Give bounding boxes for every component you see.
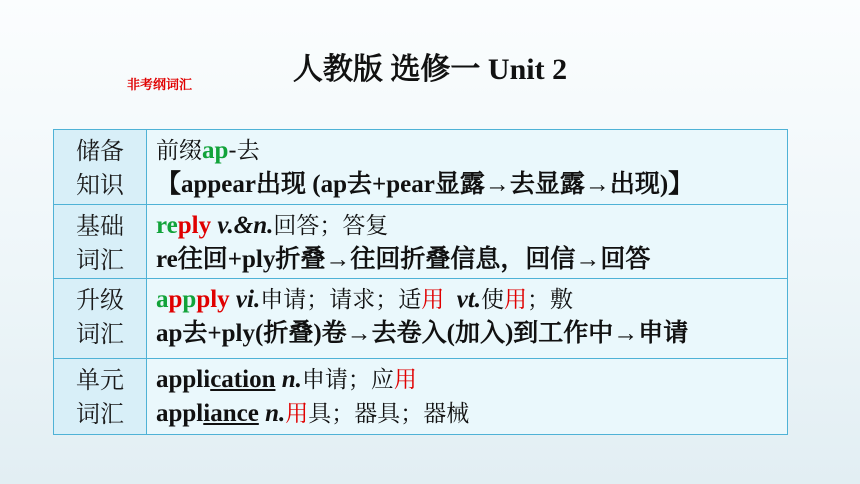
category-label: 储备 (76, 137, 124, 165)
content-cell (147, 130, 788, 205)
word-prefix: re (156, 212, 178, 239)
word-suffix: cation (210, 366, 276, 393)
word-root: ply (177, 212, 212, 239)
text: -去 (228, 138, 260, 164)
word-root: ply (196, 286, 230, 313)
part-of-speech: n. (281, 366, 302, 393)
meaning-highlight: 用 (504, 287, 528, 313)
content-line: 【appear出现 (ap去+pear显露→去显露→出现)】 (156, 171, 694, 198)
meaning: 申请；请求；适 (260, 287, 422, 313)
page-title: 人教版 选修一 Unit 2 (292, 53, 568, 86)
meaning: 使 (481, 287, 505, 313)
table-row (54, 130, 788, 205)
word: appli (156, 366, 211, 393)
part-of-speech: v.&n. (217, 212, 274, 239)
non-syllabus-tag: 非考纲词汇 (127, 78, 193, 93)
word-prefix-dup: p (168, 286, 183, 313)
content-line (156, 397, 787, 431)
meaning: 具；器具；器械 (308, 401, 470, 427)
prefix-highlight: ap (202, 137, 229, 164)
content-line (156, 283, 787, 317)
table-row (54, 279, 788, 359)
content-cell (147, 359, 788, 435)
part-of-speech: vi. (235, 286, 261, 313)
category-label: 词汇 (76, 246, 124, 274)
category-label: 基础 (76, 212, 124, 240)
content-line: ap去+ply(折叠)卷→去卷入(加入)到工作中→申请 (156, 320, 689, 347)
category-label: 词汇 (76, 400, 124, 428)
vocab-table (53, 129, 788, 435)
content-cell (147, 205, 788, 279)
meaning-highlight: 用 (421, 287, 445, 313)
category-label: 单元 (76, 366, 124, 394)
category-label: 升级 (76, 286, 124, 314)
word-suffix: iance (203, 400, 259, 427)
content-line (156, 209, 787, 243)
category-label: 知识 (76, 171, 124, 199)
content-line: re往回+ply折叠→往回折叠信息，回信→回答 (156, 246, 651, 273)
category-cell (54, 359, 147, 435)
word-prefix: p (182, 286, 197, 313)
content-cell (147, 279, 788, 359)
category-cell (54, 205, 147, 279)
meaning-highlight: 用 (285, 401, 309, 427)
content-line (156, 363, 787, 397)
part-of-speech: n. (265, 400, 286, 427)
table-row (54, 359, 788, 435)
part-of-speech: vt. (456, 286, 482, 313)
category-label: 词汇 (76, 320, 124, 348)
meaning: 回答；答复 (273, 213, 389, 239)
meaning: 申请；应 (301, 367, 394, 393)
meaning-highlight: 用 (393, 367, 417, 393)
text: 前缀 (156, 138, 202, 164)
category-cell (54, 130, 147, 205)
word-prefix: a (156, 286, 169, 313)
meaning: ；敷 (527, 287, 574, 313)
category-cell (54, 279, 147, 359)
table-row (54, 205, 788, 279)
content-line (156, 134, 787, 168)
word: appl (156, 400, 204, 427)
